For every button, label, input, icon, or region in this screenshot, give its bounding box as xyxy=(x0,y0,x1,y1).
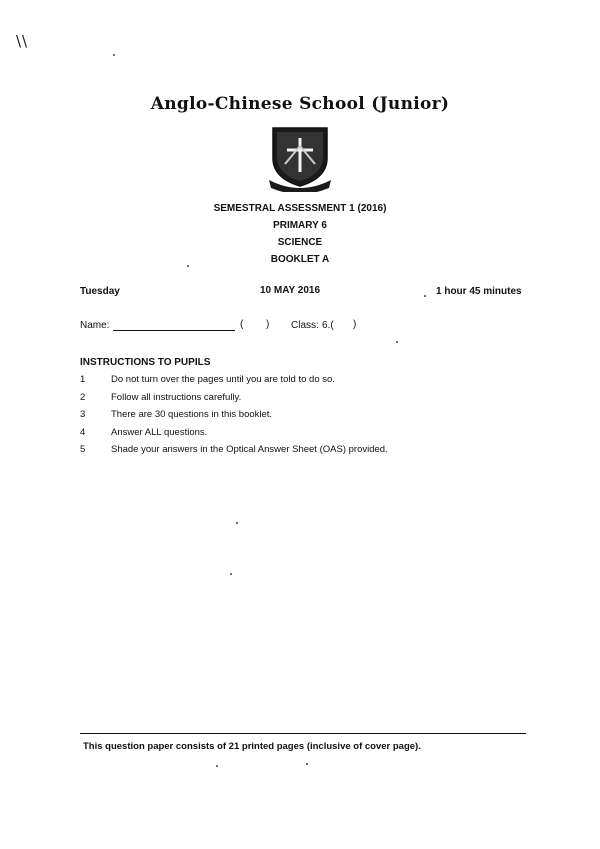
scan-speck xyxy=(396,341,398,343)
name-label: Name: xyxy=(80,320,110,331)
footer-divider xyxy=(80,733,526,734)
exam-duration: 1 hour 45 minutes xyxy=(436,286,522,297)
assessment-title: SEMESTRAL ASSESSMENT 1 (2016) xyxy=(213,203,387,214)
scan-speck xyxy=(236,522,238,524)
scan-speck xyxy=(216,765,218,767)
scan-speck xyxy=(424,295,426,297)
handwritten-mark: \\ xyxy=(16,32,29,50)
list-item xyxy=(80,374,560,392)
scan-speck xyxy=(113,54,115,56)
level-title: PRIMARY 6 xyxy=(273,220,327,231)
list-item xyxy=(80,409,560,427)
name-field[interactable] xyxy=(113,330,235,331)
school-name: Anglo-Chinese School (Junior) xyxy=(150,94,450,114)
scan-speck xyxy=(187,265,189,267)
index-paren-open: ( xyxy=(240,319,244,330)
item-text: Follow all instructions carefully. xyxy=(111,391,242,403)
list-item xyxy=(80,392,560,410)
item-number: 5 xyxy=(80,444,86,455)
item-number: 3 xyxy=(80,409,86,420)
item-number: 4 xyxy=(80,426,86,438)
list-item xyxy=(80,444,560,462)
class-label: Class: xyxy=(291,320,319,331)
instructions-heading: INSTRUCTIONS TO PUPILS xyxy=(80,357,211,368)
booklet-title: BOOKLET A xyxy=(270,254,330,265)
item-number: 1 xyxy=(80,374,86,385)
scan-speck xyxy=(306,763,308,765)
school-crest-icon xyxy=(267,124,333,192)
item-text: Shade your answers in the Optical Answer Sheet (OAS) provided. xyxy=(111,444,388,455)
list-item xyxy=(80,427,560,445)
class-paren-close: ) xyxy=(353,319,357,330)
item-number: 2 xyxy=(80,391,86,403)
instructions-list xyxy=(80,374,560,462)
exam-day: Tuesday xyxy=(80,286,120,297)
index-paren-close: ) xyxy=(266,319,270,330)
item-text: Answer ALL questions. xyxy=(111,426,208,438)
item-text: Do not turn over the pages until you are told to do so. xyxy=(111,374,335,385)
exam-date: 10 MAY 2016 xyxy=(260,285,321,296)
class-value: 6.( xyxy=(322,320,334,331)
page-count-note: This question paper consists of 21 printed pages (inclusive of cover page). xyxy=(83,741,421,752)
scan-speck xyxy=(230,573,232,575)
item-text: There are 30 questions in this booklet. xyxy=(111,409,273,420)
subject-title: SCIENCE xyxy=(277,237,323,248)
